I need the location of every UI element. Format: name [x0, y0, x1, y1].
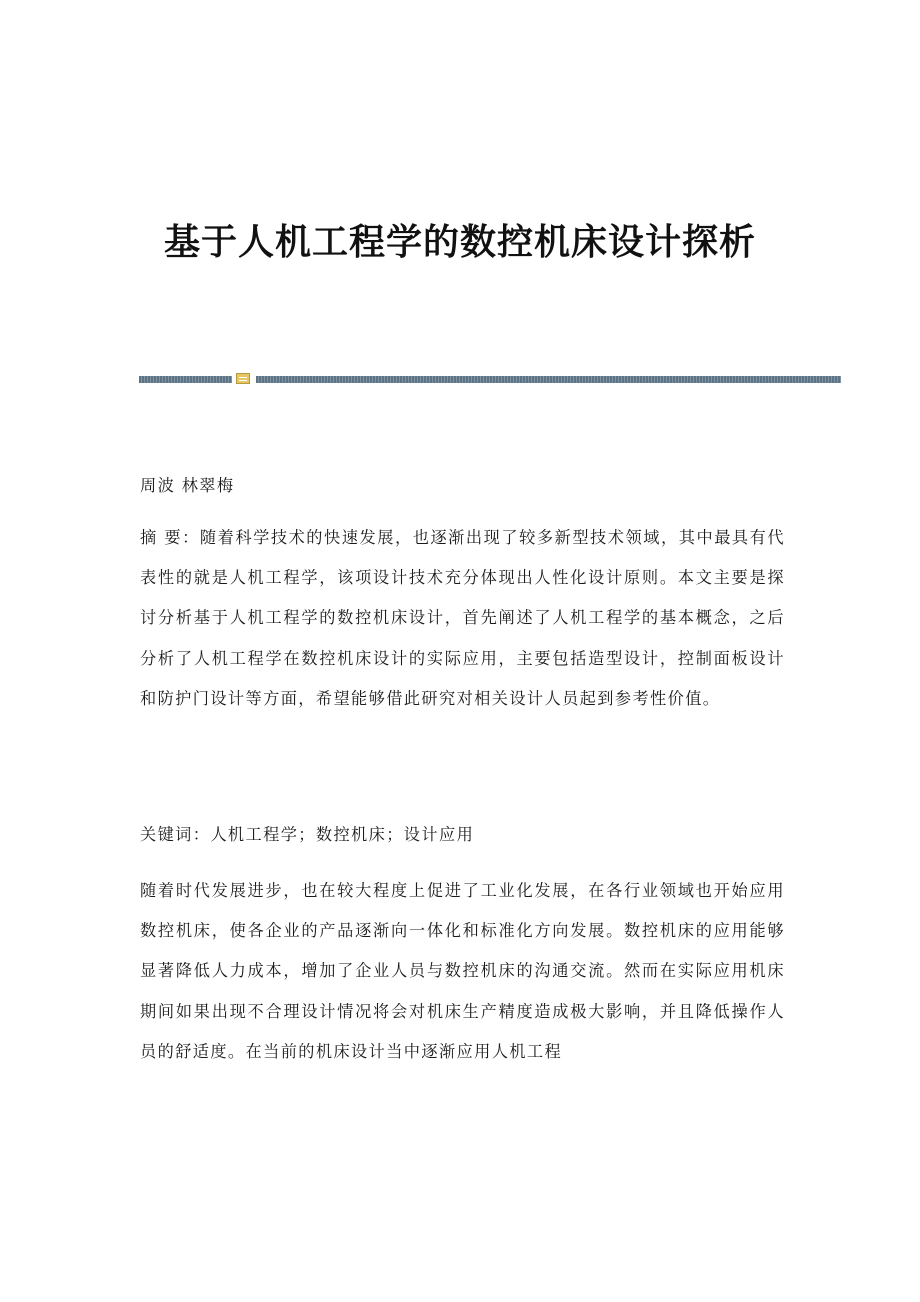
document-title: 基于人机工程学的数控机床设计探析: [163, 222, 756, 263]
scroll-ornament-icon: [236, 373, 250, 384]
abstract-paragraph: 摘 要：随着科学技术的快速发展，也逐渐出现了较多新型技术领域，其中最具有代表性的就是人机工程学，该项设计技术充分体现出人性化设计原则。本文主要是探讨分析基于人机工程学的数控机床设计，首先阐述了人机工程学的基本概念，之后分析了人机工程学在数控机床设计的实际应用，主要包括造型设计，控制面板设计和防护门设计等方面，希望能够借此研究对相关设计人员起到参考性价值。: [140, 528, 785, 708]
author-line: 周波 林翠梅: [140, 476, 235, 495]
title-divider: [139, 372, 841, 386]
divider-bar-left: [139, 376, 232, 383]
keywords-line: 关键词：人机工程学；数控机床；设计应用: [140, 825, 475, 844]
body-paragraph: 随着时代发展进步，也在较大程度上促进了工业化发展，在各行业领域也开始应用数控机床，使各企业的产品逐渐向一体化和标准化方向发展。数控机床的应用能够显著降低人力成本，增加了企业人员与数控机床的沟通交流。然而在实际应用机床期间如果出现不合理设计情况将会对机床生产精度造成极大影响，并且降低操作人员的舒适度。在当前的机床设计当中逐渐应用人机工程: [140, 881, 785, 1061]
divider-bar-right: [256, 376, 841, 383]
